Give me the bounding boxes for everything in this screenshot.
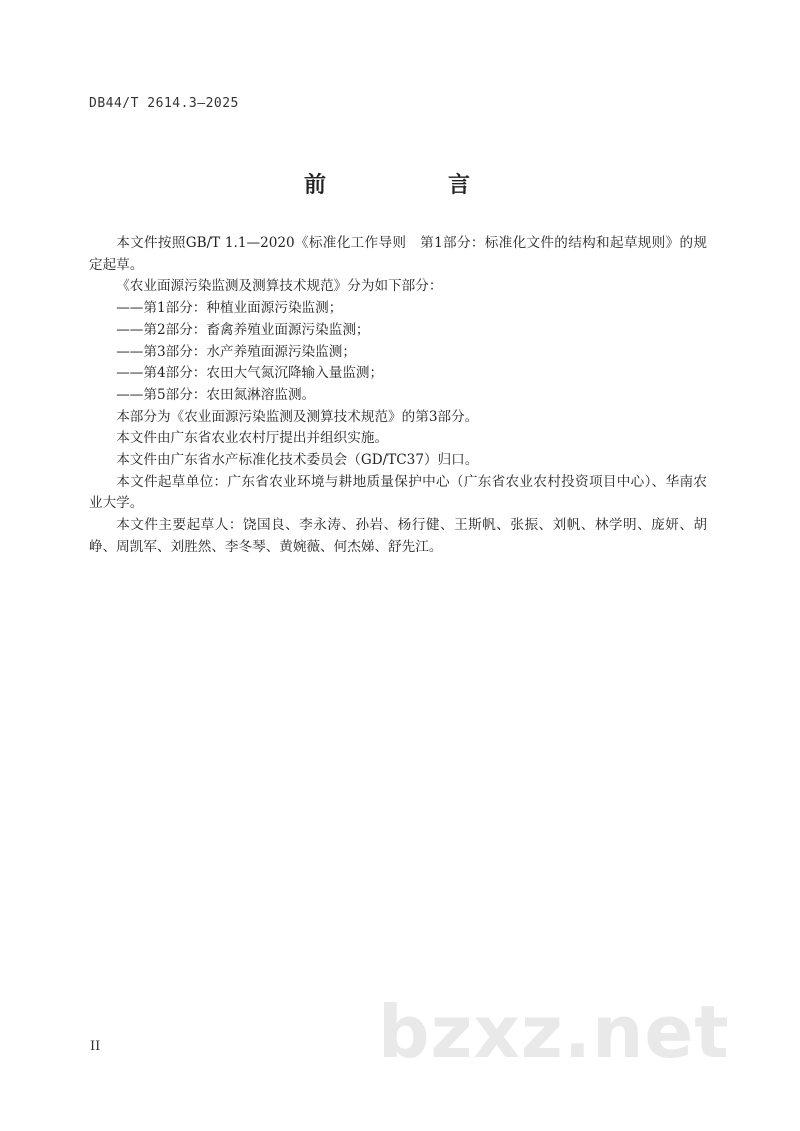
watermark: bzxz.net bbox=[378, 990, 730, 1074]
list-item-part-3: ——第3部分：水产养殖面源污染监测； bbox=[116, 343, 356, 360]
paragraph-this-part: 本部分为《农业面源污染监测及测算技术规范》的第3部分。 bbox=[116, 408, 479, 425]
list-item-part-1: ——第1部分：种植业面源污染监测； bbox=[116, 300, 343, 317]
page-number: II bbox=[90, 1039, 101, 1054]
paragraph-committee: 本文件由广东省水产标准化技术委员会（GD/TC37）归口。 bbox=[116, 452, 479, 469]
page-title: 前 言 bbox=[303, 173, 496, 198]
paragraph-proposer: 本文件由广东省农业农村厅提出并组织实施。 bbox=[116, 430, 389, 447]
paragraph-drafting-rule: 本文件按照GB/T 1.1—2020《标准化工作导则 第1部分：标准化文件的结构和起草规则》的规定起草。 bbox=[89, 235, 707, 273]
foreword-body bbox=[89, 233, 707, 559]
paragraph-drafters: 本文件主要起草人：饶国良、李永涛、孙岩、杨行健、王斯帆、张振、刘帆、林学明、庞妍、胡峥、周凯军、刘胜然、李冬琴、黄婉薇、何杰娣、舒先江。 bbox=[89, 517, 707, 555]
list-item-part-4: ——第4部分：农田大气氮沉降输入量监测； bbox=[116, 365, 384, 382]
list-item-part-5: ——第5部分：农田氮淋溶监测。 bbox=[116, 386, 316, 403]
paragraph-drafting-units: 本文件起草单位：广东省农业环境与耕地质量保护中心（广东省农业农村投资项目中心）、华南农业大学。 bbox=[89, 473, 707, 512]
paragraph-parts-intro: 《农业面源污染监测及测算技术规范》分为如下部分： bbox=[116, 278, 443, 295]
document-code: DB44/T 2614.3—2025 bbox=[89, 96, 239, 111]
list-item-part-2: ——第2部分：畜禽养殖业面源污染监测； bbox=[116, 321, 370, 338]
